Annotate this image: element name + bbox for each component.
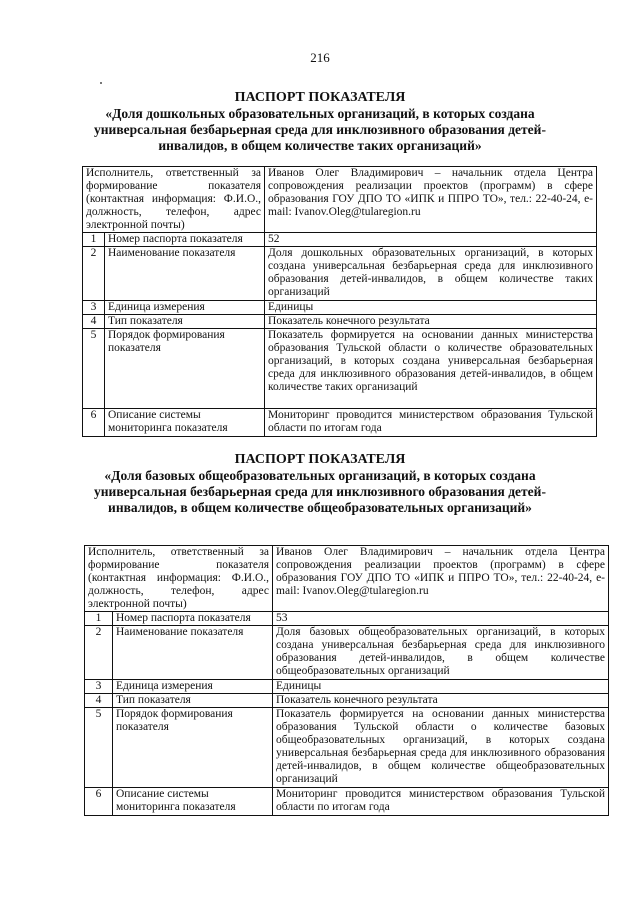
table-row [83,247,597,301]
table-row [83,167,597,233]
row-label: Тип показателя [105,315,265,329]
row-number: 5 [85,708,113,788]
table-row [85,546,609,612]
monitoring-description-value: Мониторинг проводится министерством образования Тульской области по итогам года [273,788,609,816]
table-row [85,694,609,708]
row-label: Единица измерения [113,680,273,694]
indicator-type-value: Показатель конечного результата [273,694,609,708]
table-row [83,301,597,315]
executor-value: Иванов Олег Владимирович – начальник отдела Центра сопровождения реализации проектов (программ) в сфере образования ГОУ ДПО ТО «ИПК и ППРО ТО», тел.: 22-40-24, e-mail: Ivanov.Oleg@tularegion.ru [273,546,609,612]
unit-value: Единицы [265,301,597,315]
row-label: Единица измерения [105,301,265,315]
row-number: 5 [83,329,105,409]
table-row [85,680,609,694]
table-row [85,626,609,680]
row-label: Описание системы мониторинга показателя [105,409,265,437]
indicator-name-value: Доля дошкольных образовательных организаций, в которых создана универсальная безбарьерная среда для инклюзивного образования детей-инвалидов, в общем количестве таких организаций [265,247,597,301]
scan-speck [100,82,102,84]
row-label: Тип показателя [113,694,273,708]
row-number: 2 [85,626,113,680]
unit-value: Единицы [273,680,609,694]
row-number: 3 [85,680,113,694]
formation-order-value: Показатель формируется на основании данных министерства образования Тульской области о количестве базовых общеобразовательных организаций, в которых создана универсальная безбарьерная среда для инклюзивного образования детей-инвалидов, в общем количестве общеобразовательных организаций [273,708,609,788]
table-row [83,315,597,329]
table-row [85,708,609,788]
row-label: Описание системы мониторинга показателя [113,788,273,816]
passport-2-indicator-title: «Доля базовых общеобразовательных организаций, в которых создана универсальная безбарьерная среда для инклюзивного образования детей-инвалидов, в общем количестве общеобразовательных организаций» [94,468,546,515]
page-number: 216 [310,50,330,65]
row-label: Номер паспорта показателя [105,233,265,247]
table-row [83,409,597,437]
row-number: 1 [83,233,105,247]
executor-value: Иванов Олег Владимирович – начальник отдела Центра сопровождения реализации проектов (программ) в сфере образования ГОУ ДПО ТО «ИПК и ППРО ТО», тел.: 22-40-24, e-mail: Ivanov.Oleg@tularegion.ru [265,167,597,233]
table-row [85,612,609,626]
row-label: Наименование показателя [113,626,273,680]
monitoring-description-value: Мониторинг проводится министерством образования Тульской области по итогам года [265,409,597,437]
row-number: 1 [85,612,113,626]
passport-number-value: 53 [273,612,609,626]
row-number: 6 [85,788,113,816]
indicator-name-value: Доля базовых общеобразовательных организаций, в которых создана универсальная безбарьерная среда для инклюзивного образования детей-инвалидов, в общем количестве общеобразовательных организаций [273,626,609,680]
row-number: 4 [83,315,105,329]
passport-1-title: ПАСПОРТ ПОКАЗАТЕЛЯ [234,90,406,105]
row-number: 6 [83,409,105,437]
formation-order-value: Показатель формируется на основании данных министерства образования Тульской области о количестве образовательных организаций, в которых создана универсальная безбарьерная среда для инклюзивного образования детей-инвалидов, в общем количестве таких организаций [265,329,597,409]
table-row [85,788,609,816]
passport-2-table [84,545,609,816]
passport-number-value: 52 [265,233,597,247]
row-number: 3 [83,301,105,315]
table-row [83,233,597,247]
row-number: 2 [83,247,105,301]
row-label: Номер паспорта показателя [113,612,273,626]
passport-2-title: ПАСПОРТ ПОКАЗАТЕЛЯ [234,452,406,467]
row-label: Порядок формирования показателя [105,329,265,409]
passport-1-indicator-title: «Доля дошкольных образовательных организаций, в которых создана универсальная безбарьерная среда для инклюзивного образования детей-инвалидов, в общем количестве таких организаций» [94,106,546,153]
executor-label: Исполнитель, ответственный за формирование показателя (контактная информация: Ф.И.О., должность, телефон, адрес электронной почты) [83,167,265,233]
table-row [83,329,597,409]
row-label: Наименование показателя [105,247,265,301]
row-label: Порядок формирования показателя [113,708,273,788]
indicator-type-value: Показатель конечного результата [265,315,597,329]
passport-2-heading [0,452,640,516]
passport-1-table [82,166,597,437]
row-number: 4 [85,694,113,708]
executor-label: Исполнитель, ответственный за формирование показателя (контактная информация: Ф.И.О., должность, телефон, адрес электронной почты) [85,546,273,612]
passport-1-heading [0,90,640,154]
